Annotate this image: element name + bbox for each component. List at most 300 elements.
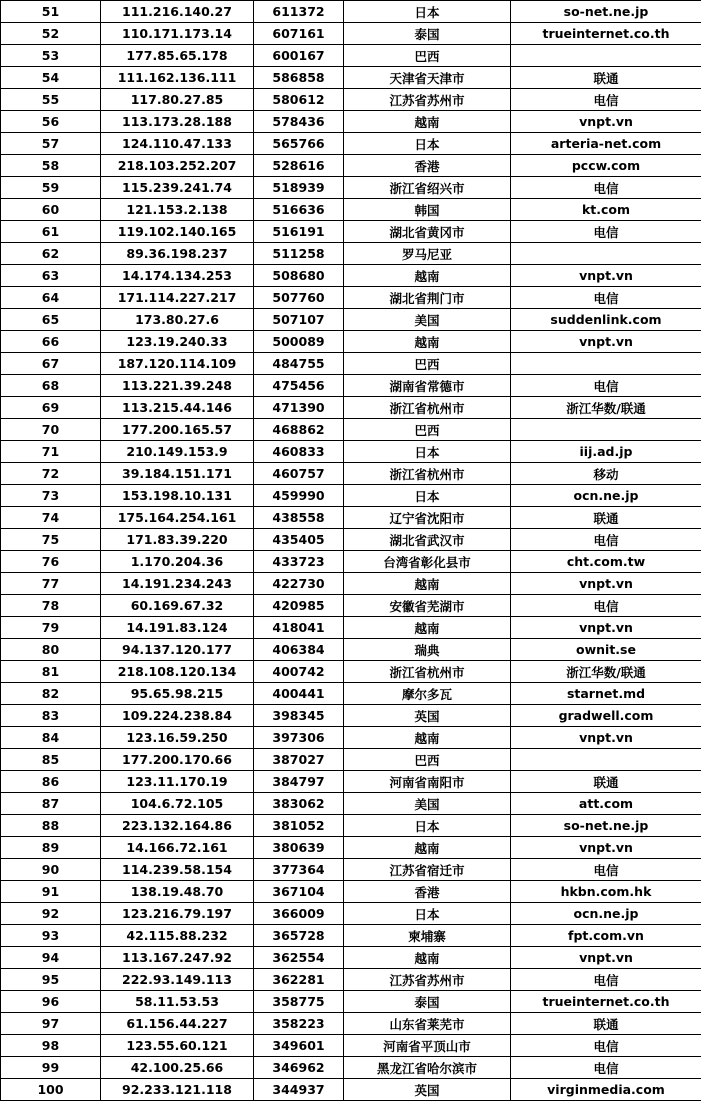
location-cell: 江苏省苏州市 <box>344 969 511 991</box>
ip-address-cell: 187.120.114.109 <box>101 353 254 375</box>
isp-cell: 电信 <box>511 221 701 243</box>
location-cell: 日本 <box>344 485 511 507</box>
location-cell: 越南 <box>344 265 511 287</box>
isp-cell: virginmedia.com <box>511 1079 701 1101</box>
location-cell: 越南 <box>344 837 511 859</box>
ip-address-cell: 14.166.72.161 <box>101 837 254 859</box>
ip-address-cell: 60.169.67.32 <box>101 595 254 617</box>
table-row <box>1 221 701 243</box>
ip-address-cell: 110.171.173.14 <box>101 23 254 45</box>
rank-cell: 55 <box>1 89 101 111</box>
table-row <box>1 155 701 177</box>
ip-address-cell: 177.200.170.66 <box>101 749 254 771</box>
isp-cell: vnpt.vn <box>511 573 701 595</box>
count-cell: 344937 <box>254 1079 344 1101</box>
isp-cell: 电信 <box>511 969 701 991</box>
ip-address-cell: 42.115.88.232 <box>101 925 254 947</box>
rank-cell: 60 <box>1 199 101 221</box>
table-row <box>1 617 701 639</box>
location-cell: 摩尔多瓦 <box>344 683 511 705</box>
rank-cell: 81 <box>1 661 101 683</box>
ip-address-cell: 153.198.10.131 <box>101 485 254 507</box>
isp-cell: 电信 <box>511 89 701 111</box>
count-cell: 384797 <box>254 771 344 793</box>
ip-address-cell: 210.149.153.9 <box>101 441 254 463</box>
location-cell: 浙江省杭州市 <box>344 463 511 485</box>
ip-address-cell: 123.55.60.121 <box>101 1035 254 1057</box>
table-row <box>1 639 701 661</box>
table-row <box>1 23 701 45</box>
ip-address-cell: 171.114.227.217 <box>101 287 254 309</box>
isp-cell: kt.com <box>511 199 701 221</box>
rank-cell: 80 <box>1 639 101 661</box>
count-cell: 580612 <box>254 89 344 111</box>
location-cell: 日本 <box>344 815 511 837</box>
ip-address-cell: 223.132.164.86 <box>101 815 254 837</box>
ip-address-cell: 218.103.252.207 <box>101 155 254 177</box>
rank-cell: 59 <box>1 177 101 199</box>
location-cell: 韩国 <box>344 199 511 221</box>
location-cell: 巴西 <box>344 45 511 67</box>
count-cell: 400742 <box>254 661 344 683</box>
table-row <box>1 815 701 837</box>
table-row <box>1 859 701 881</box>
table-row <box>1 199 701 221</box>
ip-address-cell: 14.191.234.243 <box>101 573 254 595</box>
count-cell: 406384 <box>254 639 344 661</box>
isp-cell: cht.com.tw <box>511 551 701 573</box>
ip-address-cell: 124.110.47.133 <box>101 133 254 155</box>
location-cell: 泰国 <box>344 23 511 45</box>
location-cell: 罗马尼亚 <box>344 243 511 265</box>
ip-address-cell: 58.11.53.53 <box>101 991 254 1013</box>
location-cell: 台湾省彰化县市 <box>344 551 511 573</box>
rank-cell: 76 <box>1 551 101 573</box>
table-row <box>1 485 701 507</box>
table-row <box>1 947 701 969</box>
table-row <box>1 89 701 111</box>
table-row <box>1 727 701 749</box>
location-cell: 日本 <box>344 903 511 925</box>
location-cell: 香港 <box>344 881 511 903</box>
table-row <box>1 67 701 89</box>
rank-cell: 91 <box>1 881 101 903</box>
count-cell: 500089 <box>254 331 344 353</box>
count-cell: 435405 <box>254 529 344 551</box>
count-cell: 377364 <box>254 859 344 881</box>
location-cell: 日本 <box>344 441 511 463</box>
table-row <box>1 309 701 331</box>
ip-address-cell: 123.16.59.250 <box>101 727 254 749</box>
isp-cell <box>511 749 701 771</box>
location-cell: 巴西 <box>344 419 511 441</box>
table-row <box>1 1013 701 1035</box>
rank-cell: 79 <box>1 617 101 639</box>
count-cell: 349601 <box>254 1035 344 1057</box>
count-cell: 507760 <box>254 287 344 309</box>
location-cell: 英国 <box>344 705 511 727</box>
isp-cell <box>511 243 701 265</box>
location-cell: 安徽省芜湖市 <box>344 595 511 617</box>
count-cell: 528616 <box>254 155 344 177</box>
rank-cell: 66 <box>1 331 101 353</box>
rank-cell: 52 <box>1 23 101 45</box>
table-row <box>1 793 701 815</box>
location-cell: 辽宁省沈阳市 <box>344 507 511 529</box>
isp-cell: 浙江华数/联通 <box>511 661 701 683</box>
rank-cell: 67 <box>1 353 101 375</box>
rank-cell: 86 <box>1 771 101 793</box>
table-row <box>1 749 701 771</box>
count-cell: 400441 <box>254 683 344 705</box>
table-row <box>1 683 701 705</box>
count-cell: 418041 <box>254 617 344 639</box>
table-row <box>1 705 701 727</box>
table-row <box>1 419 701 441</box>
ip-address-cell: 109.224.238.84 <box>101 705 254 727</box>
table-row <box>1 1035 701 1057</box>
table-row <box>1 133 701 155</box>
location-cell: 河南省南阳市 <box>344 771 511 793</box>
ip-address-cell: 61.156.44.227 <box>101 1013 254 1035</box>
count-cell: 346962 <box>254 1057 344 1079</box>
rank-cell: 85 <box>1 749 101 771</box>
count-cell: 383062 <box>254 793 344 815</box>
ip-address-cell: 173.80.27.6 <box>101 309 254 331</box>
isp-cell: vnpt.vn <box>511 265 701 287</box>
table-row <box>1 45 701 67</box>
ip-address-cell: 123.216.79.197 <box>101 903 254 925</box>
table-row <box>1 287 701 309</box>
rank-cell: 98 <box>1 1035 101 1057</box>
isp-cell: 联通 <box>511 67 701 89</box>
count-cell: 508680 <box>254 265 344 287</box>
count-cell: 460757 <box>254 463 344 485</box>
table-row <box>1 661 701 683</box>
count-cell: 420985 <box>254 595 344 617</box>
rank-cell: 97 <box>1 1013 101 1035</box>
table-body <box>1 1 701 1101</box>
table-row <box>1 331 701 353</box>
isp-cell: fpt.com.vn <box>511 925 701 947</box>
rank-cell: 92 <box>1 903 101 925</box>
table-row <box>1 881 701 903</box>
ip-address-cell: 1.170.204.36 <box>101 551 254 573</box>
location-cell: 泰国 <box>344 991 511 1013</box>
table-row <box>1 243 701 265</box>
ip-address-cell: 117.80.27.85 <box>101 89 254 111</box>
table-row <box>1 1 701 23</box>
rank-cell: 90 <box>1 859 101 881</box>
count-cell: 387027 <box>254 749 344 771</box>
rank-cell: 58 <box>1 155 101 177</box>
count-cell: 358775 <box>254 991 344 1013</box>
isp-cell <box>511 353 701 375</box>
count-cell: 611372 <box>254 1 344 23</box>
count-cell: 380639 <box>254 837 344 859</box>
isp-cell: 电信 <box>511 1057 701 1079</box>
ip-address-cell: 113.221.39.248 <box>101 375 254 397</box>
rank-cell: 83 <box>1 705 101 727</box>
location-cell: 巴西 <box>344 749 511 771</box>
rank-cell: 56 <box>1 111 101 133</box>
ip-address-cell: 94.137.120.177 <box>101 639 254 661</box>
count-cell: 362554 <box>254 947 344 969</box>
rank-cell: 82 <box>1 683 101 705</box>
ip-address-cell: 14.174.134.253 <box>101 265 254 287</box>
isp-cell: so-net.ne.jp <box>511 1 701 23</box>
isp-cell: 电信 <box>511 529 701 551</box>
count-cell: 358223 <box>254 1013 344 1035</box>
isp-cell: vnpt.vn <box>511 617 701 639</box>
table-row <box>1 573 701 595</box>
isp-cell: 电信 <box>511 1035 701 1057</box>
ip-address-cell: 115.239.241.74 <box>101 177 254 199</box>
isp-cell: 电信 <box>511 177 701 199</box>
count-cell: 366009 <box>254 903 344 925</box>
isp-cell: 联通 <box>511 771 701 793</box>
isp-cell <box>511 45 701 67</box>
location-cell: 美国 <box>344 793 511 815</box>
table-row <box>1 595 701 617</box>
isp-cell: vnpt.vn <box>511 947 701 969</box>
isp-cell: 电信 <box>511 595 701 617</box>
ip-address-cell: 111.216.140.27 <box>101 1 254 23</box>
count-cell: 511258 <box>254 243 344 265</box>
rank-cell: 74 <box>1 507 101 529</box>
location-cell: 越南 <box>344 331 511 353</box>
count-cell: 471390 <box>254 397 344 419</box>
location-cell: 瑞典 <box>344 639 511 661</box>
rank-cell: 93 <box>1 925 101 947</box>
isp-cell: 电信 <box>511 375 701 397</box>
ip-address-cell: 222.93.149.113 <box>101 969 254 991</box>
isp-cell: 联通 <box>511 507 701 529</box>
rank-cell: 68 <box>1 375 101 397</box>
table-row <box>1 969 701 991</box>
rank-cell: 87 <box>1 793 101 815</box>
location-cell: 香港 <box>344 155 511 177</box>
rank-cell: 71 <box>1 441 101 463</box>
rank-cell: 65 <box>1 309 101 331</box>
location-cell: 浙江省绍兴市 <box>344 177 511 199</box>
location-cell: 山东省莱芜市 <box>344 1013 511 1035</box>
location-cell: 湖南省常德市 <box>344 375 511 397</box>
ip-address-cell: 113.167.247.92 <box>101 947 254 969</box>
location-cell: 湖北省荆门市 <box>344 287 511 309</box>
rank-cell: 84 <box>1 727 101 749</box>
location-cell: 河南省平顶山市 <box>344 1035 511 1057</box>
ip-address-cell: 95.65.98.215 <box>101 683 254 705</box>
location-cell: 柬埔寨 <box>344 925 511 947</box>
location-cell: 英国 <box>344 1079 511 1101</box>
count-cell: 607161 <box>254 23 344 45</box>
location-cell: 越南 <box>344 617 511 639</box>
rank-cell: 53 <box>1 45 101 67</box>
ip-address-cell: 123.19.240.33 <box>101 331 254 353</box>
ip-address-cell: 177.85.65.178 <box>101 45 254 67</box>
ip-address-cell: 92.233.121.118 <box>101 1079 254 1101</box>
rank-cell: 64 <box>1 287 101 309</box>
table-row <box>1 397 701 419</box>
isp-cell: 电信 <box>511 859 701 881</box>
location-cell: 越南 <box>344 573 511 595</box>
count-cell: 586858 <box>254 67 344 89</box>
rank-cell: 51 <box>1 1 101 23</box>
location-cell: 越南 <box>344 727 511 749</box>
ip-address-cell: 42.100.25.66 <box>101 1057 254 1079</box>
ip-address-cell: 138.19.48.70 <box>101 881 254 903</box>
isp-cell: vnpt.vn <box>511 727 701 749</box>
count-cell: 459990 <box>254 485 344 507</box>
isp-cell: arteria-net.com <box>511 133 701 155</box>
location-cell: 湖北省黄冈市 <box>344 221 511 243</box>
ip-address-cell: 39.184.151.171 <box>101 463 254 485</box>
ip-address-cell: 123.11.170.19 <box>101 771 254 793</box>
ip-address-cell: 121.153.2.138 <box>101 199 254 221</box>
rank-cell: 78 <box>1 595 101 617</box>
isp-cell: iij.ad.jp <box>511 441 701 463</box>
table-row <box>1 903 701 925</box>
rank-cell: 57 <box>1 133 101 155</box>
table-row <box>1 991 701 1013</box>
count-cell: 362281 <box>254 969 344 991</box>
rank-cell: 61 <box>1 221 101 243</box>
isp-cell: 联通 <box>511 1013 701 1035</box>
isp-cell: ownit.se <box>511 639 701 661</box>
location-cell: 日本 <box>344 133 511 155</box>
table-row <box>1 771 701 793</box>
isp-cell: trueinternet.co.th <box>511 23 701 45</box>
location-cell: 天津省天津市 <box>344 67 511 89</box>
isp-cell: suddenlink.com <box>511 309 701 331</box>
isp-cell: gradwell.com <box>511 705 701 727</box>
table-row <box>1 177 701 199</box>
rank-cell: 69 <box>1 397 101 419</box>
rank-cell: 89 <box>1 837 101 859</box>
count-cell: 433723 <box>254 551 344 573</box>
count-cell: 507107 <box>254 309 344 331</box>
isp-cell: starnet.md <box>511 683 701 705</box>
isp-cell: vnpt.vn <box>511 111 701 133</box>
ip-address-cell: 171.83.39.220 <box>101 529 254 551</box>
location-cell: 美国 <box>344 309 511 331</box>
isp-cell <box>511 419 701 441</box>
ip-address-cell: 104.6.72.105 <box>101 793 254 815</box>
count-cell: 600167 <box>254 45 344 67</box>
isp-cell: so-net.ne.jp <box>511 815 701 837</box>
count-cell: 516191 <box>254 221 344 243</box>
location-cell: 江苏省苏州市 <box>344 89 511 111</box>
table-row <box>1 353 701 375</box>
ip-address-cell: 113.173.28.188 <box>101 111 254 133</box>
ip-address-cell: 89.36.198.237 <box>101 243 254 265</box>
count-cell: 518939 <box>254 177 344 199</box>
ip-address-cell: 111.162.136.111 <box>101 67 254 89</box>
table-row <box>1 507 701 529</box>
rank-cell: 88 <box>1 815 101 837</box>
rank-cell: 72 <box>1 463 101 485</box>
ip-address-cell: 14.191.83.124 <box>101 617 254 639</box>
count-cell: 565766 <box>254 133 344 155</box>
table-row <box>1 463 701 485</box>
count-cell: 468862 <box>254 419 344 441</box>
rank-cell: 75 <box>1 529 101 551</box>
isp-cell: vnpt.vn <box>511 331 701 353</box>
table-row <box>1 925 701 947</box>
table-row <box>1 1057 701 1079</box>
ip-address-cell: 218.108.120.134 <box>101 661 254 683</box>
location-cell: 浙江省杭州市 <box>344 397 511 419</box>
count-cell: 422730 <box>254 573 344 595</box>
rank-cell: 95 <box>1 969 101 991</box>
rank-cell: 70 <box>1 419 101 441</box>
isp-cell: pccw.com <box>511 155 701 177</box>
isp-cell: vnpt.vn <box>511 837 701 859</box>
table-row <box>1 529 701 551</box>
rank-cell: 54 <box>1 67 101 89</box>
ip-address-cell: 114.239.58.154 <box>101 859 254 881</box>
isp-cell: ocn.ne.jp <box>511 485 701 507</box>
rank-cell: 62 <box>1 243 101 265</box>
isp-cell: 电信 <box>511 287 701 309</box>
rank-cell: 100 <box>1 1079 101 1101</box>
rank-cell: 94 <box>1 947 101 969</box>
table-row <box>1 837 701 859</box>
rank-cell: 99 <box>1 1057 101 1079</box>
location-cell: 江苏省宿迁市 <box>344 859 511 881</box>
location-cell: 日本 <box>344 1 511 23</box>
count-cell: 397306 <box>254 727 344 749</box>
location-cell: 湖北省武汉市 <box>344 529 511 551</box>
location-cell: 巴西 <box>344 353 511 375</box>
count-cell: 460833 <box>254 441 344 463</box>
count-cell: 484755 <box>254 353 344 375</box>
rank-cell: 73 <box>1 485 101 507</box>
count-cell: 438558 <box>254 507 344 529</box>
location-cell: 越南 <box>344 111 511 133</box>
isp-cell: ocn.ne.jp <box>511 903 701 925</box>
count-cell: 365728 <box>254 925 344 947</box>
ip-address-cell: 119.102.140.165 <box>101 221 254 243</box>
location-cell: 浙江省杭州市 <box>344 661 511 683</box>
isp-cell: att.com <box>511 793 701 815</box>
table-row <box>1 441 701 463</box>
table-row <box>1 111 701 133</box>
count-cell: 516636 <box>254 199 344 221</box>
isp-cell: hkbn.com.hk <box>511 881 701 903</box>
location-cell: 越南 <box>344 947 511 969</box>
count-cell: 367104 <box>254 881 344 903</box>
count-cell: 475456 <box>254 375 344 397</box>
isp-cell: 浙江华数/联通 <box>511 397 701 419</box>
ip-address-cell: 175.164.254.161 <box>101 507 254 529</box>
ip-address-cell: 177.200.165.57 <box>101 419 254 441</box>
count-cell: 398345 <box>254 705 344 727</box>
ip-address-cell: 113.215.44.146 <box>101 397 254 419</box>
isp-cell: 移动 <box>511 463 701 485</box>
rank-cell: 77 <box>1 573 101 595</box>
count-cell: 381052 <box>254 815 344 837</box>
rank-cell: 63 <box>1 265 101 287</box>
location-cell: 黑龙江省哈尔滨市 <box>344 1057 511 1079</box>
table-row <box>1 375 701 397</box>
table-row <box>1 265 701 287</box>
table-row <box>1 551 701 573</box>
rank-cell: 96 <box>1 991 101 1013</box>
count-cell: 578436 <box>254 111 344 133</box>
isp-cell: trueinternet.co.th <box>511 991 701 1013</box>
